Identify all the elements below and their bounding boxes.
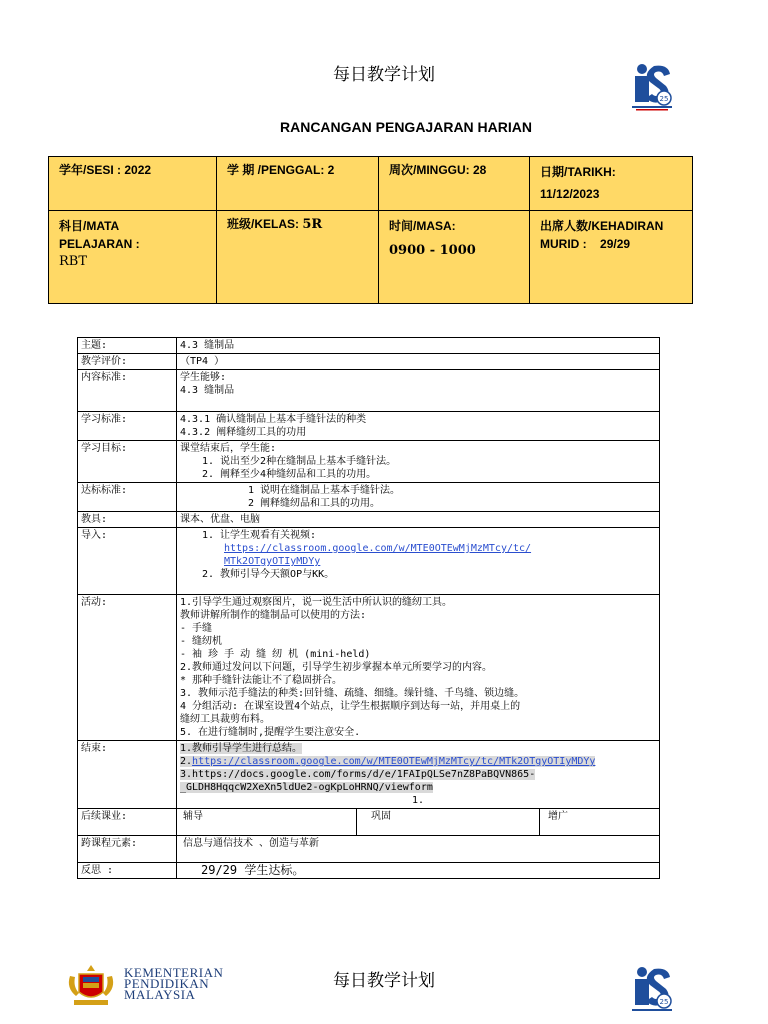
activity-line: - 手缝 [180,623,213,634]
intro-video-link-cont[interactable]: MTk2OTgyOTIyMDYy [224,556,321,567]
footer-title: 每日教学计划 [333,971,435,991]
topic-label: 主题: [78,338,177,354]
school-logo-footer-icon [630,963,674,1015]
topic-value: 4.3 缝制品 [177,338,660,354]
ministry-name-line3: MALAYSIA [124,987,196,1002]
cross-value: 信息与通信技术 、创造与革新 [177,836,660,863]
criteria-value: 1 说明在缝制品上基本手缝针法。 2 阐释缝纫品和工具的功用。 [177,483,660,512]
reflection-label: 反思 : [78,863,177,879]
ministry-name-line1: KEMENTERIAN [124,965,224,980]
activity-line: 缝纫工具裁剪布料。 [180,714,270,725]
time-cell: 时间/MASA: 0900 - 1000 [379,211,530,304]
objective-value: 课堂结束后，学生能: 1. 说出至少2种在缝制品上基本手缝针法。 2. 阐释至少4种缝纫品和工具的功用。 [177,441,660,483]
criteria-label: 达标标准: [78,483,177,512]
document-subtitle: RANCANGAN PENGAJARAN HARIAN [279,119,532,135]
activity-line: 1.引导学生通过观察图片，说一说生活中所认识的缝纫工具。 [180,597,453,608]
activity-line: 教师讲解所制作的缝制品可以使用的方法: [180,610,367,621]
activity-label: 活动: [78,595,177,741]
objective-label: 学习目标: [78,441,177,483]
activity-line: 4 分组活动: 在课室设置4个站点，让学生根据顺序到达每一站，并用桌上的 [180,701,521,712]
eval-value: （TP4 ） [177,354,660,370]
closing-value: 1.教师引导学生进行总结。 2.https://classroom.google.com/w/MTE0OTEwMjMzMTcy/tc/MTk2OTgyOTIyMDYy 3.https://docs.google.com/forms/d/e/1FAIpQLSe7nZ8PaBQVN865- _GLDH8HqqcW2XeXn5ldUe2-ogKpLoHRNQ/viewform 1. [177,741,660,809]
lesson-info-table [48,156,693,304]
subject-cell: 科目/MATA PELAJARAN : RBT [49,211,217,304]
activity-line: 3. 教师示范手缝法的种类:回针缝、疏缝、细缝。缲针缝、千鸟缝、锁边缝。 [180,688,525,699]
date-cell: 日期/TARIKH: 11/12/2023 [530,157,693,211]
week-cell: 周次/MINGGU: 28 [379,157,530,211]
cross-label: 跨课程元素: [78,836,177,863]
followup-tutoring: 辅导 [177,809,357,836]
closing-form-link-cont[interactable]: _GLDH8HqqcW2XeXn5ldUe2-ogKpLoHRNQ/viewform [180,782,433,793]
activity-line: 2.教师通过发问以下问题，引导学生初步掌握本单元所要学习的内容。 [180,662,493,673]
activity-line: 5. 在进行缝制时,提醒学生要注意安全. [180,727,361,738]
page-title: 每日教学计划 [333,65,435,85]
ministry-name-line2: PENDIDIKAN [124,976,210,991]
content-label: 内容标准: [78,370,177,412]
svg-text:25: 25 [659,998,669,1006]
term-cell: 学 期 /PENGGAL: 2 [217,157,379,211]
intro-label: 导入: [78,528,177,595]
learning-value: 4.3.1 确认缝制品上基本手缝针法的种类 4.3.2 阐释缝纫工具的功用 [177,412,660,441]
activity-line: * 那种手缝针法能让不了稳固拼合。 [180,675,343,686]
followup-label: 后续课业: [78,809,177,836]
materials-value: 课本、优盘、电脑 [177,512,660,528]
attendance-cell: 出席人数/KEHADIRAN MURID : 29/29 [530,211,693,304]
closing-classroom-link[interactable]: https://classroom.google.com/w/MTE0OTEwMjMzMTcy/tc/MTk2OTgyOTIyMDYy [192,756,596,767]
closing-label: 结束: [78,741,177,809]
activity-value [177,595,660,741]
eval-label: 教学评价: [78,354,177,370]
followup-enrich: 增广 [540,809,660,836]
followup-reinforce: 巩固 [357,809,540,836]
activity-line: - 缝纫机 [180,636,223,647]
school-logo-icon [630,60,674,112]
activity-line: - 袖 珍 手 动 缝 纫 机 (mini-held) [180,649,371,660]
reflection-value: 29/29 学生达标。 [177,863,660,879]
materials-label: 教具: [78,512,177,528]
class-cell: 班级/KELAS: 5R [217,211,379,304]
intro-value: 1. 让学生观看有关视频: https://classroom.google.com/w/MTE0OTEwMjMzMTcy/tc/ MTk2OTgyOTIyMDYy 2. 教师引导今天额OP与KK。 [177,528,660,595]
intro-video-link[interactable]: https://classroom.google.com/w/MTE0OTEwMjMzMTcy/tc/ [224,543,532,554]
closing-form-link[interactable]: 3.https://docs.google.com/forms/d/e/1FAIpQLSe7nZ8PaBQVN865- [180,769,536,780]
learning-label: 学习标准: [78,412,177,441]
svg-text:25: 25 [659,95,669,103]
content-value: 学生能够: 4.3 缝制品 [177,370,660,412]
year-cell: 学年/SESI : 2022 [49,157,217,211]
lesson-plan-table [77,337,660,879]
